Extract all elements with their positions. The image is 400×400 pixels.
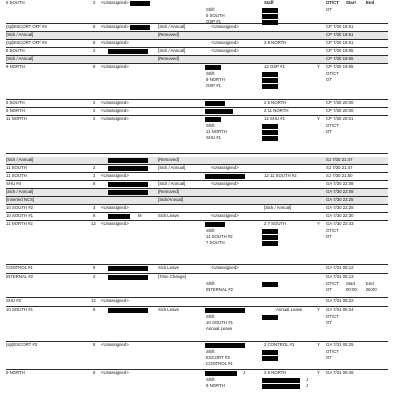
shift-detail: 9 NORTH <box>206 77 225 83</box>
change-stamp: GA 7/30 22:25 <box>326 197 354 203</box>
staff-post: 2 6 NORTH <box>264 370 287 376</box>
redaction-bar <box>108 158 148 163</box>
staff-initial: J <box>243 370 246 376</box>
assignment-cell: <Unassigned> <box>101 370 129 376</box>
otct-label: OT/CT <box>326 281 339 287</box>
redaction-bar <box>262 84 278 89</box>
assignment-cell: <Unassigned> <box>101 173 129 179</box>
post-name: SHU #4 <box>6 181 22 187</box>
leave-status: [Sick / Annual] <box>264 205 292 211</box>
staff-post: 2 9 NORTH <box>264 40 287 46</box>
post-name: 9 NORTH <box>6 370 25 376</box>
shift-detail: INTERNAL #2 <box>206 287 234 293</box>
post-name: 11 NORTH <box>6 116 27 122</box>
hours-value: 2 <box>93 100 96 106</box>
redaction-bar <box>262 229 278 234</box>
leave-status: [Sick / Annual] <box>158 165 186 171</box>
otct-label: OT <box>326 320 332 326</box>
shift-detail: SHU #1 <box>206 135 222 141</box>
shift-detail: Annual Leave <box>206 326 233 332</box>
entry-row <box>6 274 388 298</box>
assignment-cell: <Unassigned> <box>101 64 129 70</box>
shift-detail: 11 NORTH <box>206 129 227 135</box>
staff-post: 12 SHU #1 <box>264 116 286 122</box>
entry-row <box>6 108 388 116</box>
leave-status: Annual Leave <box>276 307 303 313</box>
hours-value: 8 <box>93 24 96 30</box>
assignment-cell: <Unassigned> <box>101 298 129 304</box>
start-label: Start <box>346 281 356 287</box>
shift-detail: Shift <box>206 123 215 129</box>
entry-row <box>6 165 388 173</box>
post-name: (sp)ESCORT OFF #2 <box>6 40 47 46</box>
post-name: [Sick / Annual] <box>6 189 34 195</box>
redaction-bar <box>108 214 130 219</box>
change-stamp: CP 7/30 19:55 <box>326 48 354 54</box>
entry-row <box>6 48 388 56</box>
change-stamp: GA 7/30 22:25 <box>326 205 354 211</box>
hours-value: 12 <box>91 298 96 304</box>
change-stamp: SJ 7/30 21:47 <box>326 157 353 163</box>
shift-detail: 10 SOUTH #1 <box>206 320 233 326</box>
staff-initial: J <box>306 377 309 383</box>
entry-row <box>6 173 388 181</box>
assignment-cell: <Unassigned> <box>101 108 129 114</box>
redaction-bar <box>262 72 278 77</box>
assignment-cell: <Unassigned> <box>211 165 239 171</box>
redaction-bar <box>262 124 278 129</box>
start-header: Start <box>346 0 356 6</box>
entry-row <box>6 221 388 265</box>
entry-row <box>6 56 388 64</box>
change-stamp: GA 7/30 22:08 <box>326 181 354 187</box>
entry-row <box>6 370 388 400</box>
hours-value: 8 <box>93 64 96 70</box>
entry-row <box>6 197 388 205</box>
redaction-bar <box>262 315 278 320</box>
post-name: INTERNAL #2 <box>6 274 34 280</box>
post-name: SHU #2 <box>6 298 22 304</box>
redaction-bar <box>108 49 148 54</box>
change-stamp: SJ 7/30 21:47 <box>326 165 353 171</box>
post-name: [Sick / Annual] <box>6 157 34 163</box>
entry-row <box>6 116 388 154</box>
change-stamp: CP 7/30 19:55 <box>326 56 354 62</box>
end-header: End <box>366 0 375 6</box>
change-stamp: SJ 7/30 21:50 <box>326 173 353 179</box>
redaction-bar <box>108 190 148 195</box>
shift-detail: 9 NORTH <box>206 383 225 389</box>
leave-status: [Removed] <box>158 56 179 62</box>
leave-status: Sick Leave <box>158 265 180 271</box>
redaction-bar <box>262 356 278 361</box>
otct-label: OT <box>326 355 332 361</box>
otct-label: OT/CT <box>326 123 339 129</box>
change-stamp: CP 7/30 20:01 <box>326 116 354 122</box>
post-name: [Inserted NCS] <box>6 197 35 203</box>
entry-row <box>6 205 388 213</box>
redaction-bar <box>205 371 237 376</box>
hours-value: 8 <box>93 213 96 219</box>
otct-label: OT <box>326 7 332 13</box>
hours-value: 8 <box>93 370 96 376</box>
post-name: 5 SOUTH <box>6 0 25 6</box>
post-name: (sp)ESCORT #3 <box>6 342 38 348</box>
staff-header: Staff <box>264 0 274 6</box>
leave-status: Sick Leave <box>158 307 180 313</box>
redaction-bar <box>262 378 300 383</box>
entry-row <box>6 181 388 189</box>
redaction-bar <box>205 343 245 348</box>
post-name: 10 SOUTH #1 <box>6 213 33 219</box>
change-stamp: CP 7/30 19:55 <box>326 64 354 70</box>
change-stamp: CP 7/30 19:51 <box>326 24 354 30</box>
change-stamp: GA 7/31 05:25 <box>326 342 354 348</box>
flag-y: Y <box>317 342 320 348</box>
entry-row <box>6 307 388 342</box>
post-name: 9 NORTH <box>6 64 25 70</box>
row-divider <box>6 153 388 154</box>
entry-row <box>6 24 388 32</box>
redaction-bar <box>262 136 278 141</box>
redaction-bar <box>262 350 278 355</box>
otct-label: OT/CT <box>326 314 339 320</box>
redaction-bar <box>205 308 245 313</box>
post-name: 11 SOUTH <box>6 173 27 179</box>
hours-value: 3 <box>93 205 96 211</box>
post-name: [Sick / Annual] <box>6 56 34 62</box>
post-name: 5 NORTH <box>6 108 25 114</box>
shift-detail: Shift <box>206 71 215 77</box>
redaction-bar <box>130 1 150 6</box>
hours-value: 8 <box>93 307 96 313</box>
leave-status: [Removed] <box>158 32 179 38</box>
shift-detail: 11 SOUTH #2 <box>206 234 233 240</box>
shift-detail: Shift <box>206 314 215 320</box>
hours-value: 2 <box>93 116 96 122</box>
hours-value: 2 <box>93 173 96 179</box>
entry-row <box>6 213 388 221</box>
otct-label: OT <box>326 287 332 293</box>
hours-value: 2 <box>93 165 96 171</box>
post-name: 10 SOUTH #2 <box>6 205 33 211</box>
assignment-cell: <Unassigned> <box>101 24 129 30</box>
entry-row <box>6 0 388 24</box>
hours-value: 12 <box>91 221 96 227</box>
entry-row <box>6 100 388 108</box>
entry-row <box>6 64 388 100</box>
flag-y: Y <box>317 221 320 227</box>
redaction-bar <box>108 166 148 171</box>
post-name: (sp)ESCORT OFF #2 <box>6 24 47 30</box>
hours-value: 8 <box>93 40 96 46</box>
leave-status: [Removed] <box>158 189 179 195</box>
redaction-bar <box>262 20 278 25</box>
otct-label: OT <box>326 129 332 135</box>
leave-status: [Sick / Annual] <box>158 48 186 54</box>
start-time: 00:00 <box>346 287 357 293</box>
hours-value: 2 <box>93 48 96 54</box>
hours-value: 8 <box>93 265 96 271</box>
change-stamp: GA 7/31 05:22 <box>326 298 354 304</box>
hours-value: 8 <box>93 181 96 187</box>
change-stamp: GA 7/31 05:24 <box>326 307 354 313</box>
assignment-cell: <Unassigned> <box>211 181 239 187</box>
redaction-bar <box>262 8 278 13</box>
redaction-bar <box>262 130 278 135</box>
staff-initial: M <box>138 213 142 219</box>
assignment-cell: <Unassigned> <box>211 40 239 46</box>
staff-post: 2 11 NORTH <box>264 108 289 114</box>
redaction-bar <box>108 275 148 280</box>
flag-y: Y <box>317 307 320 313</box>
assignment-cell: <Unassigned> <box>101 342 129 348</box>
otct-label: OT <box>326 234 332 240</box>
hours-value: 2 <box>93 108 96 114</box>
entry-row <box>6 189 388 197</box>
shift-detail: OSP #1 <box>206 83 221 89</box>
post-name: 11 SOUTH <box>6 165 27 171</box>
redaction-bar <box>262 384 300 389</box>
shift-detail: OSP #1 <box>206 19 221 25</box>
entry-row <box>6 32 388 40</box>
flag-y: Y <box>317 116 320 122</box>
hours-value: 2 <box>93 0 96 6</box>
entry-row <box>6 298 388 307</box>
assignment-cell: <Unassigned> <box>101 40 129 46</box>
redaction-bar <box>205 117 221 122</box>
redaction-bar <box>205 101 225 106</box>
otct-label: OT/CT <box>326 349 339 355</box>
end-time: 06:00 <box>366 287 377 293</box>
change-stamp: GA 7/31 05:12 <box>326 265 354 271</box>
hours-value: 8 <box>93 342 96 348</box>
post-name: [Sick / Annual] <box>6 32 34 38</box>
change-stamp: GA 7/31 05:13 <box>326 274 354 280</box>
redaction-bar <box>205 174 245 179</box>
staff-post: 12 OSP #1 <box>264 64 285 70</box>
redaction-bar <box>205 222 225 227</box>
staff-post: 2 CONTROL #1 <box>264 342 295 348</box>
shift-detail: Shift <box>206 228 215 234</box>
leave-status: [Sick / Annual] <box>158 24 186 30</box>
leave-status: Sick Leave <box>158 213 180 219</box>
change-stamp: CP 7/30 20:00 <box>326 108 354 114</box>
redaction-bar <box>205 109 233 114</box>
shift-detail: 5 SOUTH <box>206 13 225 19</box>
change-stamp: GA 7/30 22:08 <box>326 189 354 195</box>
staff-post: 2 7 SOUTH <box>264 221 287 227</box>
redaction-bar <box>205 65 221 70</box>
hours-value: 2 <box>93 274 96 280</box>
change-stamp: CP 7/30 19:51 <box>326 40 354 46</box>
staff-initial: J <box>306 383 309 389</box>
leave-status: [Time Change] <box>158 274 187 280</box>
post-name: 11 NORTH #2 <box>6 221 33 227</box>
assignment-cell: <Unassigned> <box>101 205 129 211</box>
redaction-bar <box>262 282 278 287</box>
leave-status: [Removed] <box>158 157 179 163</box>
entry-row <box>6 40 388 48</box>
redaction-bar <box>108 182 148 187</box>
otct-header: OT/CT <box>326 0 339 6</box>
shift-detail: Shift <box>206 281 215 287</box>
redaction-bar <box>108 266 148 271</box>
redaction-bar <box>262 14 278 19</box>
flag-y: Y <box>317 370 320 376</box>
redaction-bar <box>262 235 278 240</box>
redaction-bar <box>262 241 278 246</box>
assignment-cell: <Unassigned> <box>101 116 129 122</box>
post-name: 5 SOUTH <box>6 48 25 54</box>
otct-label: OT/CT <box>326 228 339 234</box>
shift-detail: ESCORT #3 <box>206 355 230 361</box>
change-stamp: CP 7/30 19:51 <box>326 32 354 38</box>
otct-label: OT/CT <box>326 71 339 77</box>
shift-detail: CONTROL #1 <box>206 361 233 367</box>
staff-post: 12 11 SOUTH #2 <box>264 173 297 179</box>
assignment-cell: <Unassigned> <box>101 0 129 6</box>
flag-y: Y <box>317 64 320 70</box>
assignment-cell: <Unassigned> <box>211 24 239 30</box>
shift-detail: Shift <box>206 7 215 13</box>
post-name: 5 SOUTH <box>6 100 25 106</box>
entry-row <box>6 157 388 165</box>
redaction-bar <box>108 308 148 313</box>
change-stamp: CP 7/30 20:00 <box>326 100 354 106</box>
end-label: End <box>366 281 374 287</box>
post-name: CONTROL #1 <box>6 265 33 271</box>
leave-status: [Sick / Annual] <box>158 181 186 187</box>
assignment-cell: <Unassigned> <box>211 213 239 219</box>
staff-post: 2 5 NORTH <box>264 100 287 106</box>
shift-detail: 7 SOUTH <box>206 240 225 246</box>
assignment-cell: <Unassigned> <box>211 48 239 54</box>
assignment-cell: <Unassigned> <box>101 221 129 227</box>
assignment-cell: <Unassigned> <box>211 265 239 271</box>
entry-row <box>6 342 388 370</box>
leave-status: [Sick/Annual] <box>158 197 184 203</box>
change-stamp: GA 7/30 22:30 <box>326 213 354 219</box>
shift-detail: Shift <box>206 349 215 355</box>
change-stamp: GA 7/31 05:46 <box>326 370 354 376</box>
redaction-bar <box>262 78 278 83</box>
redaction-bar <box>130 25 150 30</box>
post-name: 10 SOUTH #1 <box>6 307 33 313</box>
otct-label: OT <box>326 77 332 83</box>
entry-row <box>6 265 388 274</box>
change-stamp: GA 7/30 22:43 <box>326 221 354 227</box>
assignment-cell: <Unassigned> <box>101 100 129 106</box>
shift-detail: Shift <box>206 377 215 383</box>
